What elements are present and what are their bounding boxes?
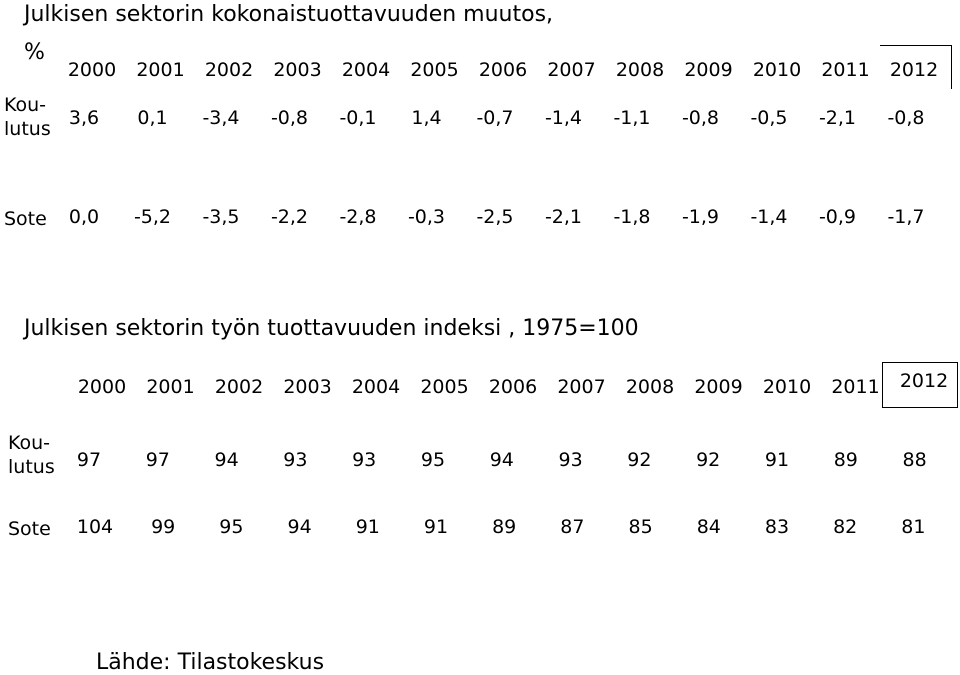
table2-value-cell: 93 [352,449,377,471]
table2-title: Julkisen sektorin työn tuottavuuden indeksi , 1975=100 [24,316,639,341]
table2-year-cell: 2007 [557,376,606,398]
table2-value-cell: 94 [287,516,312,538]
table1-value-cell: -3,4 [202,107,240,129]
table2-value-cell: 89 [492,516,517,538]
table1-value-cell: -2,2 [270,206,309,228]
table2-value-cell: 92 [696,449,721,471]
table2-value-cell: 94 [489,449,514,471]
table1-value-cell: -1,4 [544,107,583,129]
table1-value-cell: 0,0 [68,206,100,228]
table1-year-cell: 2007 [547,59,596,81]
table2-year-cell: 2012 [899,370,949,392]
table1-value-cell: -0,1 [339,107,377,129]
table2-value-cell: 95 [219,516,244,538]
table2-value-cell: 93 [558,449,583,471]
table2-value-cell: 99 [151,516,176,538]
table1-value-cell: -0,7 [476,107,514,129]
table1-value-cell: -3,5 [202,206,240,228]
table1-year-cell: 2004 [341,59,391,81]
table1-value-cell: -1,9 [681,206,720,228]
table2-row-label-sote: Sote [8,518,51,540]
source-note: Lähde: Tilastokeskus [96,650,325,675]
table1-year-cell: 2012 [889,59,939,81]
table2-year-cell: 2008 [625,376,675,398]
table2-value-cell: 92 [627,449,652,471]
table1-year-cell: 2006 [478,59,528,81]
table2-value-cell: 84 [696,516,721,538]
table2-value-cell: 97 [76,449,102,471]
table1-value-cell: -2,1 [818,107,857,129]
table1-year-cell: 2002 [204,59,254,81]
table1-year-cell: 2009 [684,59,733,81]
table1-value-cell: -0,8 [681,107,720,129]
table2-value-cell: 93 [283,449,308,471]
table1-unit: % [24,40,45,65]
table1-value-cell: -1,4 [750,206,788,228]
table2-year-cell: 2006 [488,376,538,398]
table2-value-cell: 83 [764,516,790,538]
table2-value-cell: 85 [628,516,653,538]
table1-row-label-koulutus-line1: Kou- [4,94,47,116]
table1-year-cell: 2005 [410,59,459,81]
table2-year-cell: 2005 [420,376,469,398]
table1-year-cell: 2001 [136,59,185,81]
table2-value-cell: 81 [901,516,926,538]
table2-value-cell: 95 [420,449,446,471]
table2-value-cell: 82 [833,516,858,538]
table1-value-cell: -0,5 [750,107,788,129]
table2-year-cell: 2001 [146,376,195,398]
table1-year-cell: 2011 [821,59,870,81]
table2-value-cell: 94 [214,449,239,471]
table1-value-cell: -2,8 [339,206,377,228]
table1-value-cell: -1,8 [613,206,651,228]
table2-year-cell: 2004 [351,376,401,398]
table2-row-label-koulutus-line2: lutus [8,455,55,478]
table1-value-cell: -5,2 [133,206,172,228]
table1-year-cell: 2008 [615,59,665,81]
table1-value-cell: 1,4 [411,107,442,129]
table1-row-label-koulutus-line2: lutus [4,117,51,140]
table2-year-cell: 2000 [77,376,127,398]
table2-row-label-koulutus-line1: Kou- [8,432,51,454]
table2-year-cell: 2010 [762,376,812,398]
table2-value-cell: 89 [833,449,858,471]
table1-year-cell: 2000 [67,59,117,81]
table1-value-cell: -0,9 [818,206,857,228]
table1-year-2012-box [880,45,952,89]
table2-year-2012-box [882,362,958,408]
table2-value-cell: 88 [902,449,927,471]
table2-year-cell: 2011 [831,376,880,398]
table1-value-cell: -0,8 [887,107,925,129]
table1-value-cell: -1,7 [887,206,925,228]
table1-value-cell: 3,6 [68,107,100,129]
table1-title: Julkisen sektorin kokonaistuottavuuden muutos, [24,2,554,27]
table2-year-cell: 2002 [214,376,264,398]
table2-value-cell: 91 [423,516,449,538]
table1-value-cell: -2,1 [544,206,583,228]
table1-value-cell: -1,1 [613,107,651,129]
table2-value-cell: 91 [355,516,380,538]
table2-value-cell: 91 [764,449,790,471]
table1-value-cell: 0,1 [137,107,168,129]
table2-value-cell: 97 [145,449,170,471]
table1-year-cell: 2003 [273,59,322,81]
table1-year-cell: 2010 [752,59,802,81]
table1-row-label-koulutus [4,94,51,142]
table1-value-cell: -0,3 [407,206,446,228]
table2-row-label-koulutus [8,432,55,480]
table2-value-cell: 104 [76,516,114,538]
table2-year-cell: 2003 [283,376,332,398]
table2-year-cell: 2009 [694,376,743,398]
table1-row-label-sote: Sote [4,208,47,230]
table2-value-cell: 87 [560,516,585,538]
table1-value-cell: -2,5 [476,206,514,228]
table1-value-cell: -0,8 [270,107,309,129]
